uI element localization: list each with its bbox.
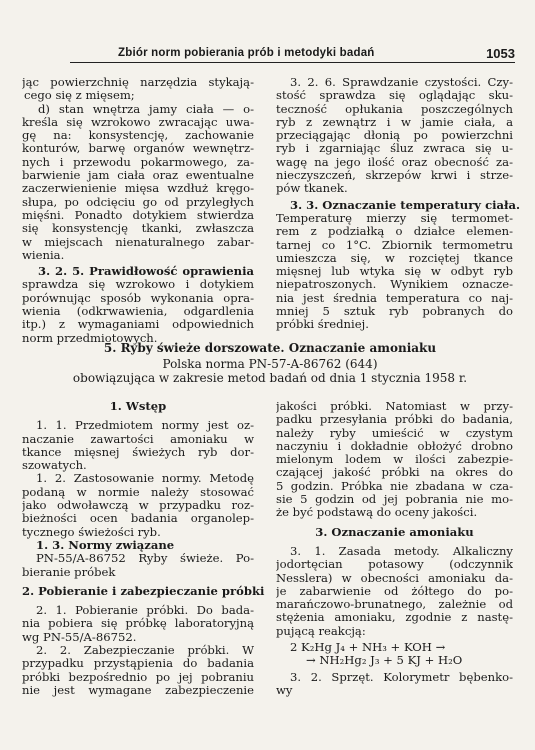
text-line: itp.) z wymaganiami odpowiednich <box>22 318 254 332</box>
text-line: naczanie zawartości amoniaku w <box>22 432 254 446</box>
text-line: że być podstawą do oceny jakości. <box>276 505 478 520</box>
text-line: sprawdza się wzrokowo i dotykiem <box>22 278 254 292</box>
text-line: porównując sposób wykonania opra- <box>22 291 254 305</box>
text-line: kreśla się wzrokowo zwracając uwa- <box>22 115 254 129</box>
text-line: wagę na jego ilość oraz obecność za- <box>276 155 513 169</box>
text-line: marańczowo-brunatnego, zależnie od <box>276 598 513 612</box>
text-line: barwienie jam ciała oraz ewentualne <box>22 169 254 183</box>
text-line: próbki bezpośrednio po jej pobraniu <box>22 670 254 684</box>
header-title: Zbiór norm pobierania prób i metodyki badań <box>118 47 375 59</box>
text-line: 5 godzin. Próbka nie zbadana w cza- <box>276 479 513 493</box>
text-line: mielonym lodem w ilości zabezpie- <box>276 453 513 467</box>
text-line: teczność opłukania poszczególnych <box>276 102 513 116</box>
text-line: mniej 5 sztuk ryb pobranych do <box>276 305 513 319</box>
text-line: d) stan wnętrza jamy ciała — o- <box>38 102 254 116</box>
text-line: 3. 1. Zasada metody. Alkaliczny <box>290 544 513 558</box>
text-line: padku przesyłania próbki do badania, <box>276 413 513 427</box>
text-line: wy <box>276 682 293 697</box>
right-column-bottom <box>276 400 513 697</box>
text-line: naczyniu i dokładnie obłożyć drobno <box>276 439 513 453</box>
text-line: przeciągając dłonią po powierzchni <box>276 129 513 143</box>
page-number: 1053 <box>486 46 515 61</box>
text-line: ryb i zgarniając śluz zwraca się u- <box>276 142 513 156</box>
text-line: stężenia amoniaku, zgodnie z nastę- <box>276 611 513 625</box>
text-line: nieczyszczeń, skrzepów krwi i strze- <box>276 169 513 183</box>
chapter-heading: 1. Wstęp <box>109 399 167 413</box>
text-line: 1. 1. Przedmiotem normy jest oz- <box>36 419 254 433</box>
text-line: norm przedmiotowych. <box>22 330 158 345</box>
right-column-top <box>276 76 521 332</box>
norm-validity: obowiązująca w zakresie metod badań od dnia 1 stycznia 1958 r. <box>72 371 468 385</box>
text-line: wg PN-55/A-86752. <box>22 629 137 644</box>
text-line: w miejscach nienaturalnego zabar- <box>22 235 254 249</box>
text-line: 3. 2. Sprzęt. Kolorymetr bębenko- <box>290 670 513 684</box>
text-line: bieranie próbek <box>22 564 116 579</box>
text-line: 1. 2. Zastosowanie normy. Metodę <box>36 472 254 486</box>
text-line: jako odwoławczą w przypadku roz- <box>22 499 254 513</box>
text-line: jakości próbki. Natomiast w przy- <box>276 400 513 413</box>
text-line: stość sprawdza się oglądając sku- <box>276 89 513 103</box>
text-line: tarnej co 1°C. Zbiornik termometru <box>276 238 513 252</box>
text-line: bieżności ocen badania organolep- <box>22 512 254 526</box>
text-line: 2. 2. Zabezpieczanie próbki. W <box>36 644 254 658</box>
text-line: rem z podziałką o działce elemen- <box>276 225 513 239</box>
text-line: nych i przewodu pokarmowego, za- <box>22 155 254 169</box>
text-line: Nesslera) w obecności amoniaku da- <box>276 571 513 585</box>
text-line: gę na: konsystencję, zachowanie <box>22 129 254 143</box>
text-line: zaczerwienienie mięsa wzdłuż kręgo- <box>22 182 254 196</box>
text-line: umieszcza się, w rozciętej tkance <box>276 251 513 265</box>
subsection-heading: 3. 3. Oznaczanie temperatury ciała. <box>290 197 521 212</box>
text-line: próbki średniej. <box>276 317 369 332</box>
chapter-heading: 3. Oznaczanie amoniaku <box>315 524 474 539</box>
reaction-equation-line-2: → NH₂Hg₂ J₃ + 5 KJ + H₂O <box>306 653 463 668</box>
text-line: pującą reakcją: <box>276 623 366 638</box>
text-line: sie 5 godzin od jej pobrania nie mo- <box>276 493 513 507</box>
subsection-heading: 3. 2. 5. Prawidłowość oprawienia <box>38 265 254 279</box>
left-column-top <box>22 76 254 345</box>
running-header <box>70 44 515 63</box>
text-line: nie jest wymagane zabezpieczenie <box>22 683 254 697</box>
text-line: niepatroszonych. Wynikiem oznacze- <box>276 278 513 292</box>
subsection-heading: 1. 3. Normy związane <box>36 537 175 552</box>
text-line: mięśni. Ponadto dotykiem stwierdza <box>22 208 254 222</box>
text-line: jodortęcian potasowy (odczynnik <box>276 558 513 572</box>
chapter-heading: 2. Pobieranie i zabezpieczanie próbki <box>22 583 265 598</box>
left-column-bottom <box>22 399 265 697</box>
text-line: nia jest średnia temperatura co naj- <box>276 291 513 305</box>
text-line: przypadku przystąpienia do badania <box>22 657 254 671</box>
text-line: należy ryby umieścić w czystym <box>276 426 513 440</box>
text-line: wienia (odkrwawienia, odgardlenia <box>22 305 254 319</box>
norm-designation: Polska norma PN-57-A-86762 (644) <box>162 357 378 371</box>
text-line: konturów, barwę organów wewnętrz- <box>22 142 254 156</box>
section-heading: 5. Ryby świeże dorszowate. Oznaczanie amoniaku <box>103 341 437 355</box>
text-line: 2. 1. Pobieranie próbki. Do bada- <box>36 604 254 618</box>
text-line: czającej jakość próbki na okres do <box>276 466 513 480</box>
text-line: tycznego świeżości ryb. <box>22 524 161 539</box>
text-line: 3. 2. 6. Sprawdzanie czystości. Czy- <box>290 76 513 89</box>
text-line: mięsnej lub wtyka się w odbyt ryb <box>276 265 513 279</box>
text-line: je zabarwienie od żółtego do po- <box>276 584 513 598</box>
text-line: jąc powierzchnię narzędzia stykają- <box>22 76 254 89</box>
text-line: słupa, po odcięciu go od przyległych <box>22 195 254 209</box>
text-line: szowatych. <box>22 458 87 473</box>
text-line: ryb z zewnątrz i w jamie ciała, a <box>276 115 513 129</box>
text-line: nia pobiera się próbkę laboratoryjną <box>22 617 254 631</box>
text-line: cego się z mięsem; <box>24 88 135 103</box>
text-line: PN-55/A-86752 Ryby świeże. Po- <box>36 552 254 566</box>
text-line: się konsystencję tkanki, zwłaszcza <box>22 222 254 236</box>
reaction-equation-line-1: 2 K₂Hg J₄ + NH₃ + KOH → <box>290 640 446 655</box>
text-line: podaną w normie należy stosować <box>22 485 254 499</box>
text-line: pów tkanek. <box>276 181 348 196</box>
text-line: tkance mięsnej świeżych ryb dor- <box>22 445 254 459</box>
text-line: wienia. <box>22 247 65 262</box>
text-line: Temperaturę mierzy się termomet- <box>276 211 513 225</box>
